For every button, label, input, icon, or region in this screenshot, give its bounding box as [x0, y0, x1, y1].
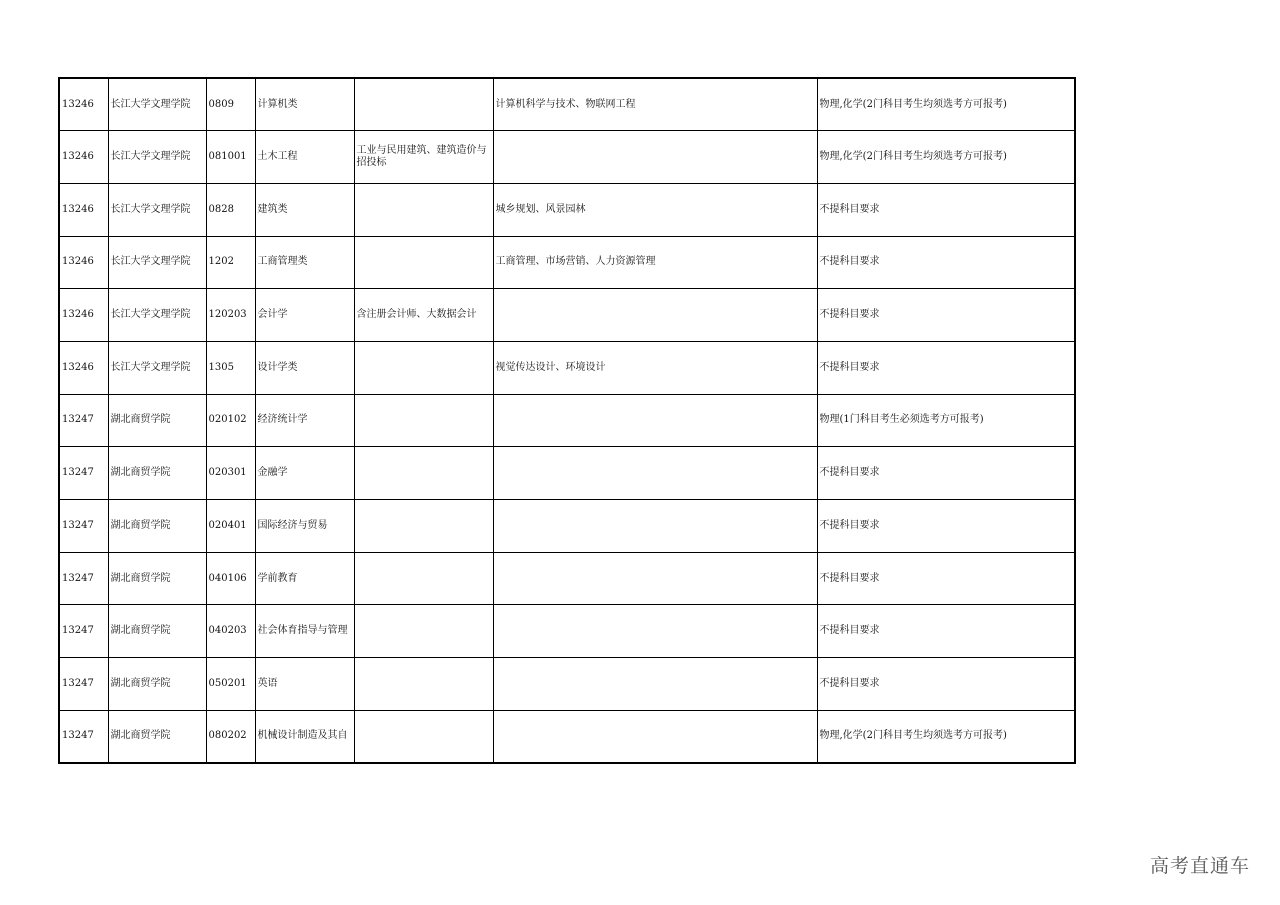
school-name-cell: 长江大学文理学院	[108, 289, 206, 342]
school-name-cell: 长江大学文理学院	[108, 183, 206, 236]
school-code-cell: 13246	[59, 183, 108, 236]
school-code-cell: 13247	[59, 710, 108, 763]
subject-requirement-cell: 不提科目要求	[817, 658, 1075, 711]
included-majors-cell: 工商管理、市场营销、人力资源管理	[493, 236, 817, 289]
subject-requirement-cell: 不提科目要求	[817, 447, 1075, 500]
watermark-text: 高考直通车	[1149, 855, 1250, 877]
major-code-cell: 020301	[206, 447, 255, 500]
subject-requirement-cell: 物理,化学(2门科目考生均须选考方可报考)	[817, 78, 1075, 131]
major-name-cell: 会计学	[255, 289, 354, 342]
school-code-cell: 13247	[59, 658, 108, 711]
school-code-cell: 13247	[59, 394, 108, 447]
school-name-cell: 长江大学文理学院	[108, 341, 206, 394]
admission-table	[58, 77, 1076, 764]
major-code-cell: 080202	[206, 710, 255, 763]
included-majors-cell	[493, 131, 817, 184]
table-row	[59, 447, 1075, 500]
table-row	[59, 341, 1075, 394]
included-majors-cell: 视觉传达设计、环境设计	[493, 341, 817, 394]
major-code-cell: 040203	[206, 605, 255, 658]
school-code-cell: 13246	[59, 289, 108, 342]
major-note-cell	[354, 78, 493, 131]
table-row	[59, 710, 1075, 763]
school-name-cell: 湖北商贸学院	[108, 552, 206, 605]
school-code-cell: 13247	[59, 605, 108, 658]
table-row	[59, 289, 1075, 342]
subject-requirement-cell: 不提科目要求	[817, 183, 1075, 236]
included-majors-cell	[493, 447, 817, 500]
major-name-cell: 金融学	[255, 447, 354, 500]
table-row	[59, 605, 1075, 658]
included-majors-cell	[493, 710, 817, 763]
major-note-cell	[354, 658, 493, 711]
subject-requirement-cell: 不提科目要求	[817, 289, 1075, 342]
major-name-cell: 设计学类	[255, 341, 354, 394]
table-row	[59, 394, 1075, 447]
major-note-cell	[354, 341, 493, 394]
table-row	[59, 552, 1075, 605]
table-body	[59, 78, 1075, 763]
subject-requirement-cell: 不提科目要求	[817, 552, 1075, 605]
major-note-cell	[354, 710, 493, 763]
major-code-cell: 081001	[206, 131, 255, 184]
major-note-cell: 工业与民用建筑、建筑造价与招投标	[354, 131, 493, 184]
table-row	[59, 131, 1075, 184]
major-code-cell: 040106	[206, 552, 255, 605]
school-code-cell: 13246	[59, 131, 108, 184]
major-code-cell: 0809	[206, 78, 255, 131]
subject-requirement-cell: 物理(1门科目考生必须选考方可报考)	[817, 394, 1075, 447]
included-majors-cell	[493, 289, 817, 342]
school-code-cell: 13247	[59, 552, 108, 605]
major-code-cell: 1202	[206, 236, 255, 289]
included-majors-cell: 城乡规划、风景园林	[493, 183, 817, 236]
school-code-cell: 13247	[59, 500, 108, 553]
major-code-cell: 120203	[206, 289, 255, 342]
major-note-cell: 含注册会计师、大数据会计	[354, 289, 493, 342]
major-name-cell: 国际经济与贸易	[255, 500, 354, 553]
school-name-cell: 湖北商贸学院	[108, 447, 206, 500]
school-name-cell: 湖北商贸学院	[108, 394, 206, 447]
included-majors-cell: 计算机科学与技术、物联网工程	[493, 78, 817, 131]
major-note-cell	[354, 552, 493, 605]
major-name-cell: 建筑类	[255, 183, 354, 236]
included-majors-cell	[493, 552, 817, 605]
school-name-cell: 湖北商贸学院	[108, 500, 206, 553]
school-name-cell: 湖北商贸学院	[108, 605, 206, 658]
major-name-cell: 机械设计制造及其自	[255, 710, 354, 763]
major-name-cell: 经济统计学	[255, 394, 354, 447]
major-name-cell: 学前教育	[255, 552, 354, 605]
subject-requirement-cell: 不提科目要求	[817, 341, 1075, 394]
school-name-cell: 湖北商贸学院	[108, 658, 206, 711]
major-name-cell: 英语	[255, 658, 354, 711]
major-code-cell: 020102	[206, 394, 255, 447]
school-code-cell: 13246	[59, 78, 108, 131]
major-name-cell: 社会体育指导与管理	[255, 605, 354, 658]
included-majors-cell	[493, 394, 817, 447]
major-note-cell	[354, 500, 493, 553]
school-name-cell: 湖北商贸学院	[108, 710, 206, 763]
major-note-cell	[354, 447, 493, 500]
included-majors-cell	[493, 500, 817, 553]
table-row	[59, 78, 1075, 131]
table-row	[59, 183, 1075, 236]
school-code-cell: 13246	[59, 341, 108, 394]
major-name-cell: 工商管理类	[255, 236, 354, 289]
major-code-cell: 050201	[206, 658, 255, 711]
school-name-cell: 长江大学文理学院	[108, 131, 206, 184]
table-row	[59, 236, 1075, 289]
major-name-cell: 计算机类	[255, 78, 354, 131]
school-name-cell: 长江大学文理学院	[108, 78, 206, 131]
subject-requirement-cell: 物理,化学(2门科目考生均须选考方可报考)	[817, 131, 1075, 184]
school-code-cell: 13246	[59, 236, 108, 289]
major-note-cell	[354, 183, 493, 236]
table-row	[59, 500, 1075, 553]
included-majors-cell	[493, 605, 817, 658]
subject-requirement-cell: 不提科目要求	[817, 605, 1075, 658]
major-code-cell: 0828	[206, 183, 255, 236]
major-note-cell	[354, 605, 493, 658]
subject-requirement-cell: 物理,化学(2门科目考生均须选考方可报考)	[817, 710, 1075, 763]
table-row	[59, 658, 1075, 711]
included-majors-cell	[493, 658, 817, 711]
school-name-cell: 长江大学文理学院	[108, 236, 206, 289]
subject-requirement-cell: 不提科目要求	[817, 236, 1075, 289]
major-code-cell: 1305	[206, 341, 255, 394]
major-note-cell	[354, 236, 493, 289]
major-code-cell: 020401	[206, 500, 255, 553]
major-note-cell	[354, 394, 493, 447]
major-name-cell: 土木工程	[255, 131, 354, 184]
school-code-cell: 13247	[59, 447, 108, 500]
subject-requirement-cell: 不提科目要求	[817, 500, 1075, 553]
